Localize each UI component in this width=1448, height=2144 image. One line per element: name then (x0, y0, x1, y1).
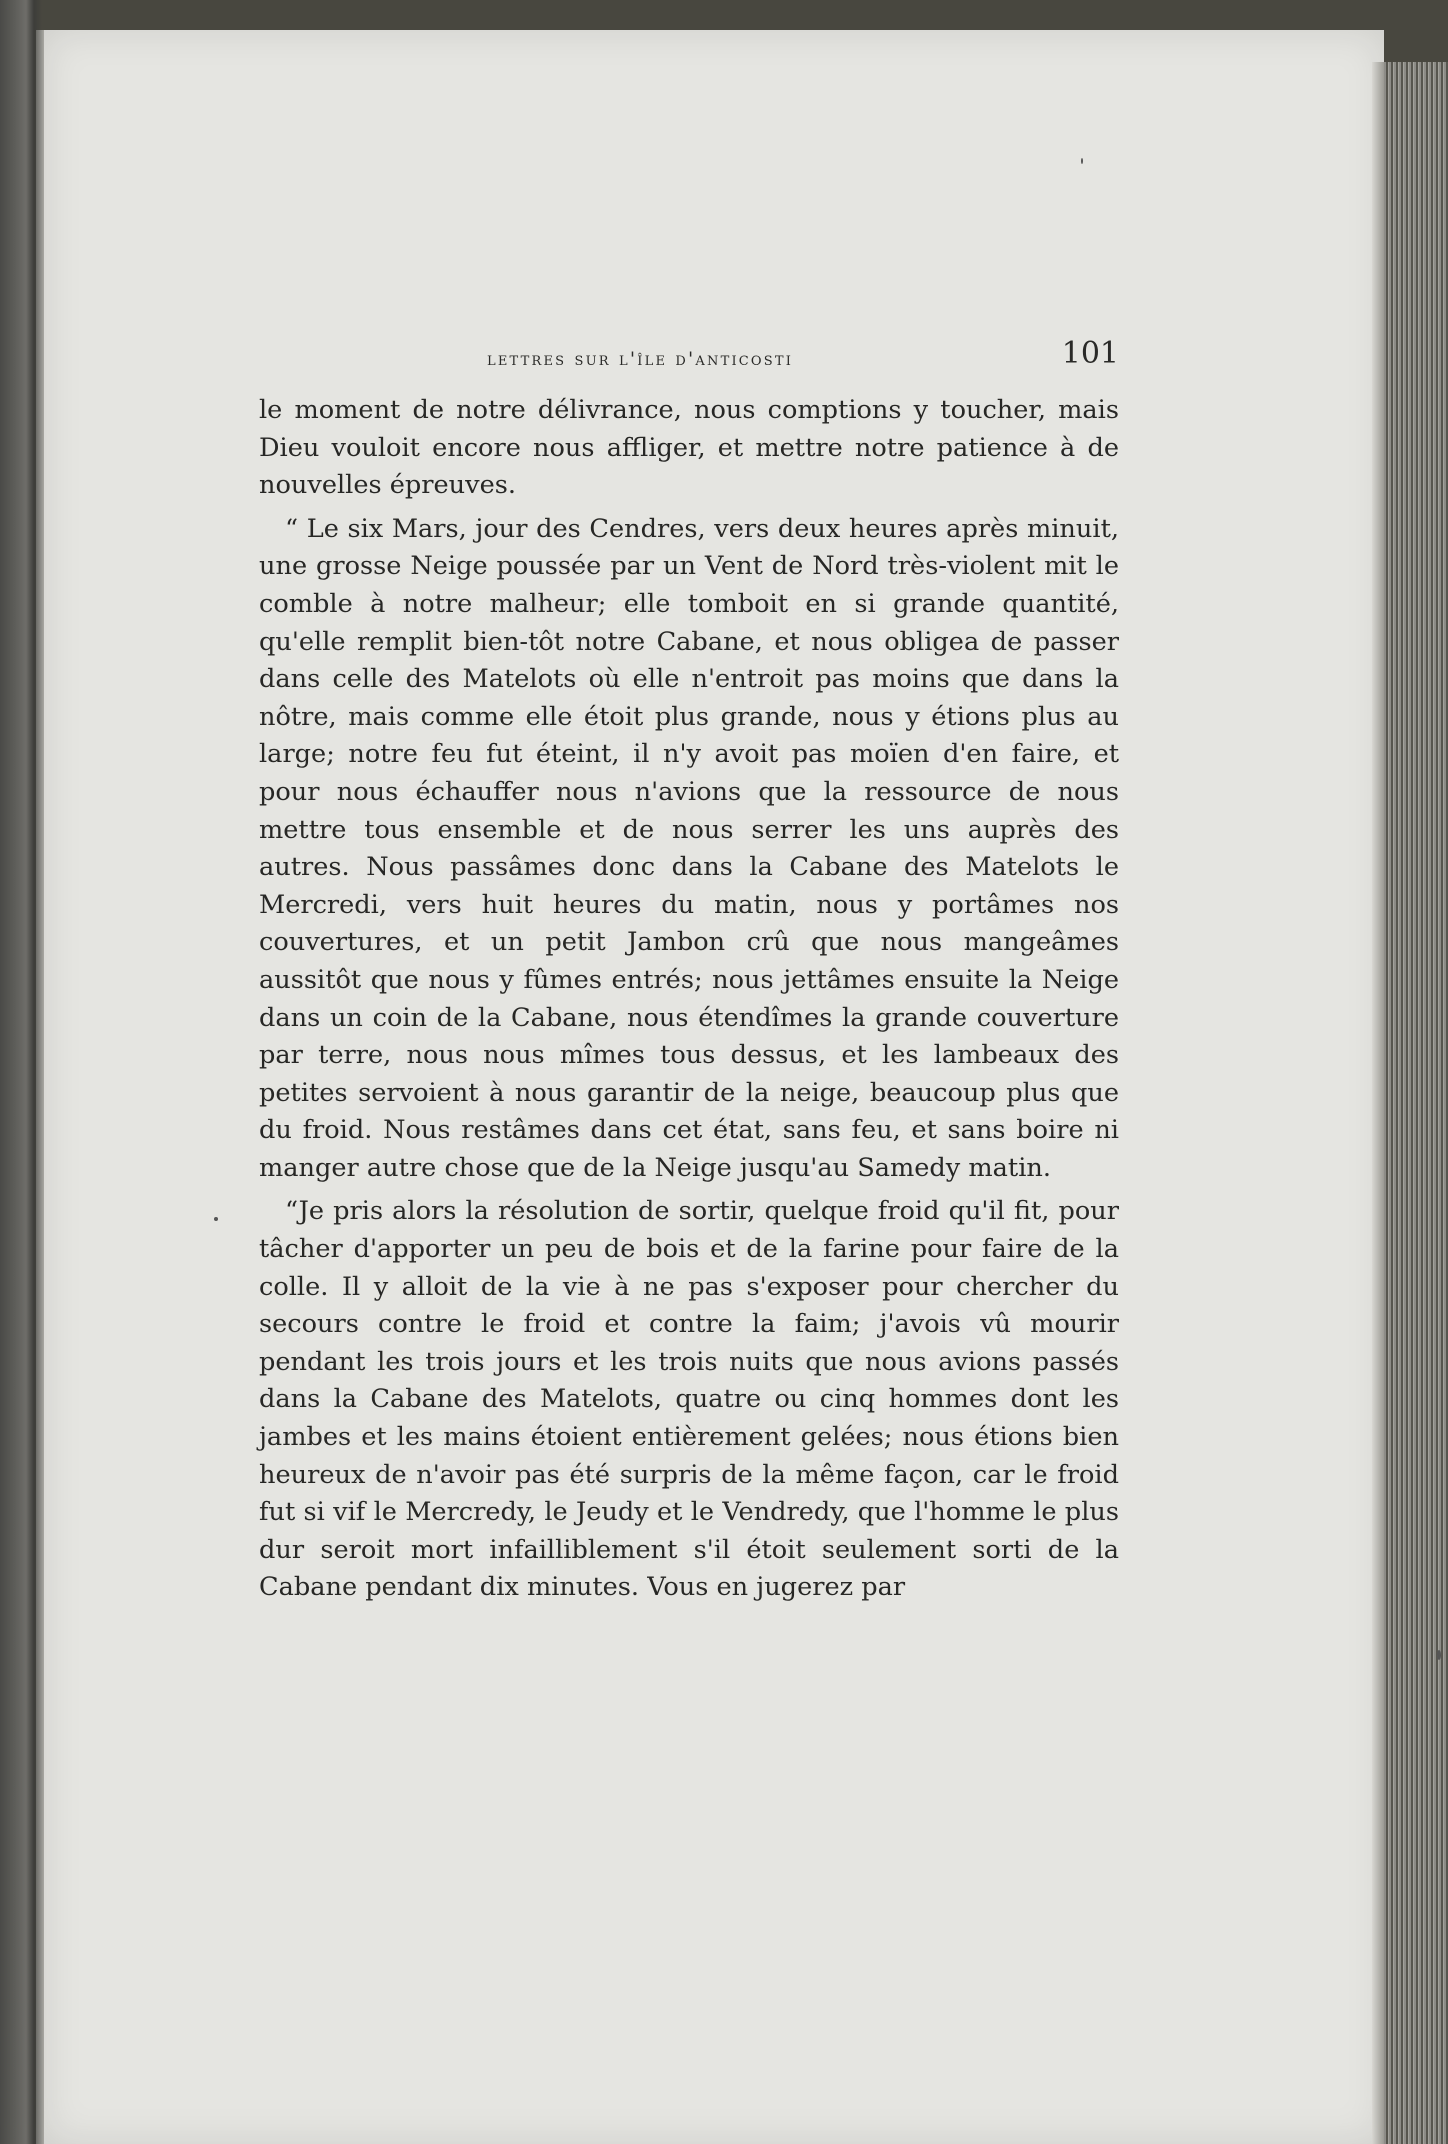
ink-speck (1081, 158, 1083, 164)
running-title: lettres sur l'île d'anticosti (487, 348, 794, 370)
ink-speck (214, 1217, 218, 1221)
page-edge-shadow (1372, 62, 1384, 2144)
page-number: 101 (1061, 336, 1119, 371)
page-header (259, 334, 1119, 384)
paragraph: “Je pris alors la résolution de sortir, quelque froid qu'il fit, pour tâcher d'apporter un peu de bois et de la farine pour faire de la colle. Il y alloit de la vie à ne pas s'exposer pour chercher du secours contre le froid et contre la faim; j'avois vû mourir pendant les trois jours et les trois nuits que nous avions passés dans la Cabane des Matelots, quatre ou cinq hommes dont les jambes et les mains étoient entièrement gelées; nous étions bien heureux de n'avoir pas été surpris de la même façon, car le froid fut si vif le Mercredy, le Jeudy et le Vendredy, que l'homme le plus dur seroit mort infailliblement s'il étoit seulement sorti de la Cabane pendant dix minutes. Vous en jugerez par (259, 1196, 1119, 1603)
ink-speck (1437, 1650, 1441, 1660)
paragraph: le moment de notre délivrance, nous comptions y toucher, mais Dieu vouloit encore nous affliger, et mettre notre patience à de nouvelles épreuves. (259, 395, 1119, 501)
page-body (259, 392, 1119, 1613)
paragraph: “ Le six Mars, jour des Cendres, vers deux heures après minuit, une grosse Neige poussée par un Vent de Nord très-violent mit le comble à notre malheur; elle tomboit en si grande quantité, qu'elle remplit bien-tôt notre Cabane, et nous obligea de passer dans celle des Matelots où elle n'entroit pas moins que dans la nôtre, mais comme elle étoit plus grande, nous y étions plus au large; notre feu fut éteint, il n'y avoit pas moïen d'en faire, et pour nous échauffer nous n'avions que la ressource de nous mettre tous ensemble et de nous serrer les uns auprès des autres. Nous passâmes donc dans la Cabane des Matelots le Mercredi, vers huit heures du matin, nous y portâmes nos couvertures, et un petit Jambon crû que nous mangeâmes aussitôt que nous y fûmes entrés; nous jettâmes ensuite la Neige dans un coin de la Cabane, nous étendîmes la grande couverture par terre, nous nous mîmes tous dessus, et les lambeaux des petites servoient à nous garantir de la neige, beaucoup plus que du froid. Nous restâmes dans cet état, sans feu, et sans boire ni manger autre chose que de la Neige jusqu'au Samedy matin. (259, 513, 1119, 1183)
book-page-edges (1384, 62, 1448, 2144)
